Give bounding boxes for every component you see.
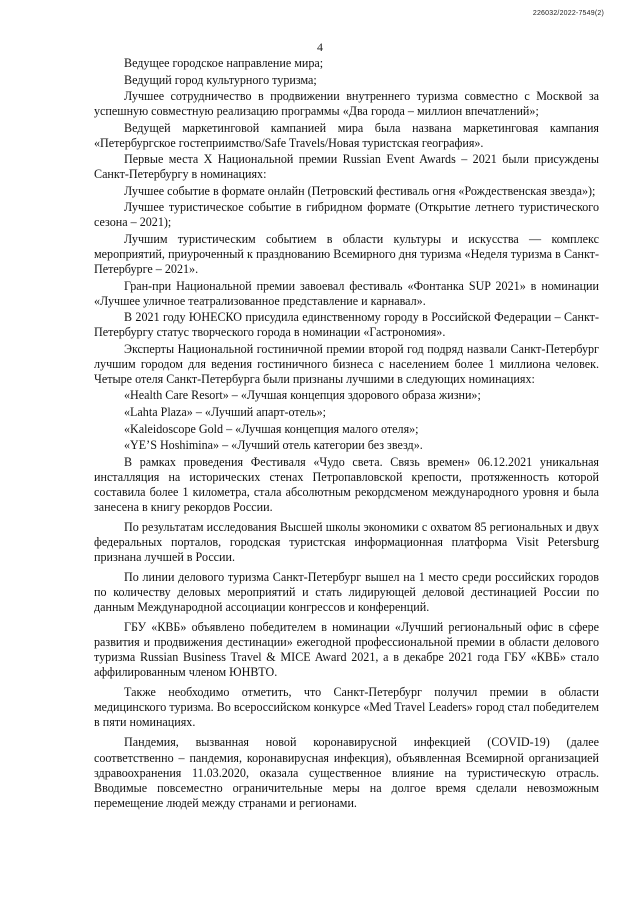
paragraph: «YE’S Hoshimina» – «Лучший отель категории без звезд». xyxy=(124,438,423,453)
paragraph: Гран-при Национальной премии завоевал фестиваль «Фонтанка SUP 2021» в номинации «Лучшее уличное театрализованное представление и карнавал». xyxy=(94,278,599,308)
paragraph: Первые места X Национальной премии Russian Event Awards – 2021 были присуждены Санкт-Петербургу в номинациях: xyxy=(94,152,599,182)
paragraph: Эксперты Национальной гостиничной премии второй год подряд назвали Санкт-Петербург лучшим городом для ведения гостиничного бизнеса с населением более 1 миллиона человек. Четыре отеля Санкт-Петербурга были признаны лучшими в следующих номинациях: xyxy=(94,341,599,386)
paragraph: В 2021 году ЮНЕСКО присудила единственному городу в Российской Федерации – Санкт-Петербургу статус творческого города в номинации «Гастрономия». xyxy=(94,310,599,340)
paragraph: «Kaleidoscope Gold – «Лучшая концепция малого отеля»; xyxy=(124,421,419,436)
paragraph: ГБУ «КВБ» объявлено победителем в номинации «Лучший региональный офис в сфере развития и продвижения дестинации» ежегодной профессиональной премии в области делового туризма Russian Business Travel & MICE Award 2021, а в декабре 2021 года ГБУ «КВБ» стало аффилированным членом ЮНВТО. xyxy=(94,620,599,680)
paragraph: Также необходимо отметить, что Санкт-Петербург получил премии в области медицинского туризма. Во всероссийском конкурсе «Med Travel Leaders» город стал победителем в пяти номинациях. xyxy=(94,685,599,730)
paragraph: В рамках проведения Фестиваля «Чудо света. Связь времен» 06.12.2021 уникальная инсталляция на исторических стенах Петропавловской крепости, протяженность которой составила более 1 километра, стала абсолютным рекордсменом международного уровня и была занесена в книгу рекордов России. xyxy=(94,454,599,514)
document-body xyxy=(94,56,599,812)
paragraph: Пандемия, вызванная новой коронавирусной инфекцией (COVID-19) (далее соответственно – пандемия, коронавирусная инфекция), объявленная Всемирной организацией здравоохранения 11.03.2020, оказала существенное влияние на туристическую отрасль. Вводимые повсеместно ограничительные меры на долгое время сделали невозможным перемещение людей между странами и регионами. xyxy=(94,735,599,810)
paragraph: По линии делового туризма Санкт-Петербург вышел на 1 место среди российских городов по количеству деловых мероприятий и стать лидирующей деловой дестинацией России по данным Международной ассоциации конгрессов и конференций. xyxy=(94,570,599,615)
document-number: 226032/2022-7549(2) xyxy=(532,10,604,17)
paragraph: Лучшее сотрудничество в продвижении внутреннего туризма совместно с Москвой за успешную совместную реализацию программы «Два города – миллион впечатлений»; xyxy=(94,89,599,119)
paragraph: По результатам исследования Высшей школы экономики с охватом 85 региональных и двух федеральных порталов, городская туристская информационная платформа Visit Petersburg признана лучшей в России. xyxy=(94,519,599,564)
paragraph: Ведущий город культурного туризма; xyxy=(124,72,317,87)
paragraph: Лучшее туристическое событие в гибридном формате (Открытие летнего туристического сезона – 2021); xyxy=(94,200,599,230)
paragraph: Ведущей маркетинговой кампанией мира была названа маркетинговая кампания «Петербургское гостеприимство/Safe Travels/Новая туристская география». xyxy=(94,120,599,150)
paragraph: Лучшим туристическим событием в области культуры и искусства — комплекс мероприятий, приуроченный к празднованию Всемирного дня туризма «Неделя туризма в Санкт-Петербурге – 2021». xyxy=(94,232,599,277)
paragraph: «Health Care Resort» – «Лучшая концепция здорового образа жизни»; xyxy=(124,388,481,403)
page-number: 4 xyxy=(317,40,323,54)
paragraph: Лучшее событие в формате онлайн (Петровский фестиваль огня «Рождественская звезда»); xyxy=(124,183,596,198)
paragraph: Ведущее городское направление мира; xyxy=(124,56,324,70)
paragraph: «Lahta Plaza» – «Лучший апарт-отель»; xyxy=(124,405,327,420)
